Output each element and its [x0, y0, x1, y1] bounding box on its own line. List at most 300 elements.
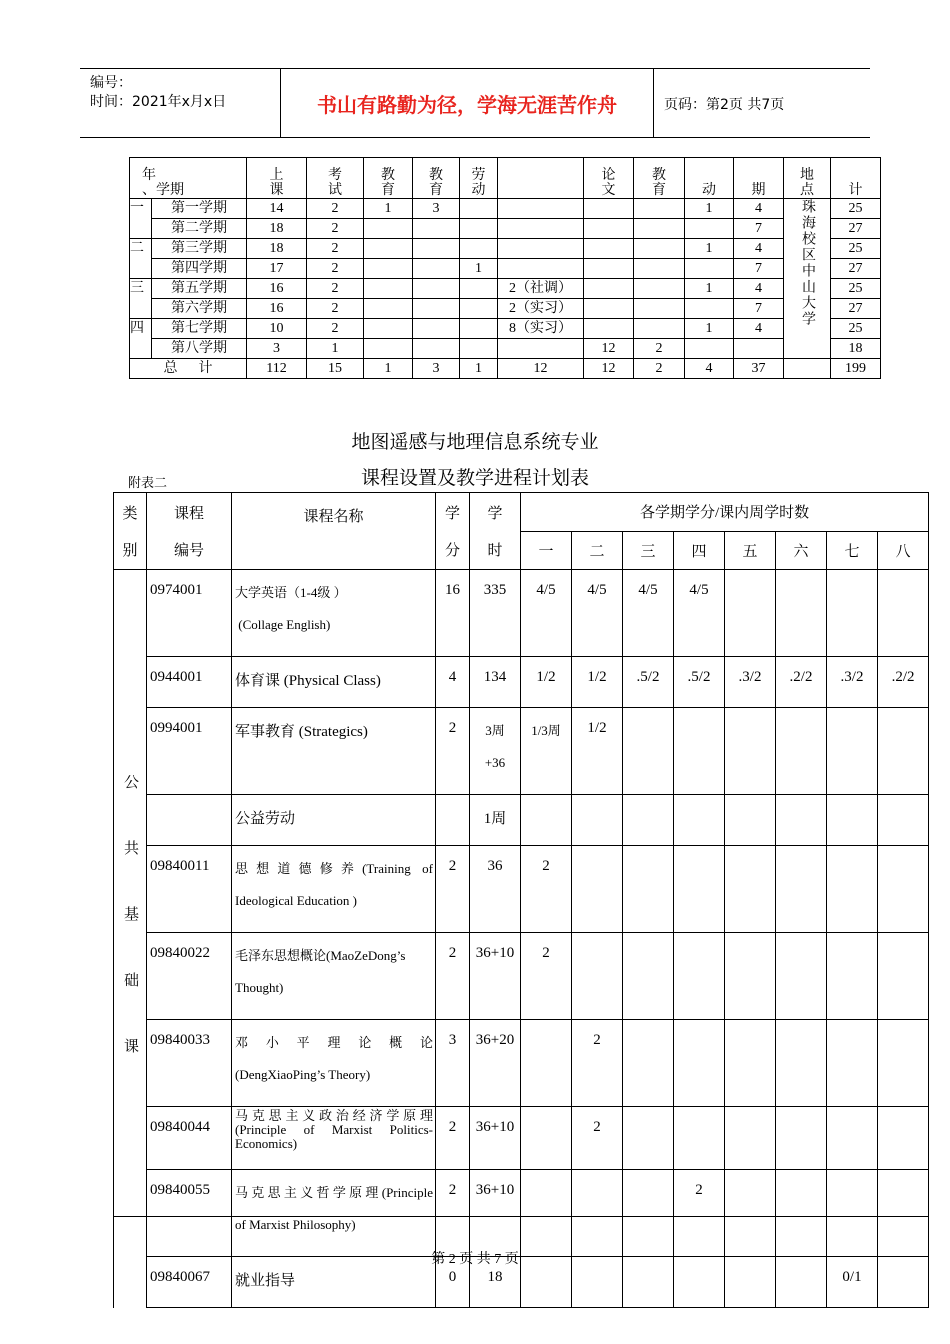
- schedule-row: [130, 219, 881, 239]
- schedule-value-cell: [634, 219, 685, 239]
- course-row: [114, 1107, 929, 1170]
- schedule-value-cell: 2（社调）: [498, 279, 584, 299]
- course-hours: [470, 1107, 521, 1170]
- semester-header: 七: [827, 531, 878, 570]
- header-edu3-text: 教育: [652, 168, 666, 198]
- schedule-value-cell: 1: [685, 279, 734, 299]
- schedule-row: [130, 239, 881, 259]
- header-edu1-text: 教育: [381, 168, 395, 198]
- course-code: 09840067: [147, 1257, 232, 1308]
- schedule-value-cell: [584, 299, 634, 319]
- schedule-header-row: [130, 158, 881, 199]
- course-semester-value: [725, 1170, 776, 1257]
- header-meta: [80, 69, 281, 137]
- schedule-value-cell: [634, 279, 685, 299]
- header-period: 期: [734, 158, 784, 199]
- schedule-value-cell: [460, 219, 498, 239]
- course-credit: 2: [436, 1107, 470, 1170]
- semester-header: 一: [521, 531, 572, 570]
- schedule-total-cell: 25: [831, 199, 881, 219]
- course-semester-value: 1/2: [521, 657, 572, 708]
- schedule-value-cell: [460, 339, 498, 359]
- course-semester-value: [776, 846, 827, 933]
- course-semester-value: [572, 795, 623, 846]
- schedule-total-value: 1: [460, 359, 498, 379]
- schedule-semester-cell: 第七学期: [152, 319, 247, 339]
- course-hours-value: 36: [487, 858, 503, 874]
- schedule-semester-cell: 第八学期: [152, 339, 247, 359]
- course-name: [232, 846, 436, 933]
- header-hours: [470, 493, 521, 570]
- schedule-value-cell: 1: [685, 199, 734, 219]
- course-semester-value: [623, 708, 674, 795]
- course-semester-value: [674, 708, 725, 795]
- course-semester-value: [827, 708, 878, 795]
- schedule-value-cell: 4: [734, 319, 784, 339]
- schedule-value-cell: 3: [413, 199, 460, 219]
- header-category-1: 类: [122, 506, 138, 522]
- course-name-english: (Collage English): [235, 617, 331, 632]
- schedule-value-cell: [634, 259, 685, 279]
- schedule-value-cell: [584, 279, 634, 299]
- course-semester-value: [827, 570, 878, 657]
- course-name: [232, 1020, 436, 1107]
- header-class: [247, 158, 307, 199]
- schedule-row: [130, 259, 881, 279]
- course-row: [114, 933, 929, 1020]
- course-hours: [470, 1170, 521, 1257]
- header-year: 年: [142, 168, 156, 183]
- header-category: [114, 493, 147, 570]
- schedule-value-cell: [498, 259, 584, 279]
- schedule-total-value: 37: [734, 359, 784, 379]
- course-row: [114, 570, 929, 657]
- schedule-value-cell: 2: [634, 339, 685, 359]
- schedule-value-cell: [413, 259, 460, 279]
- course-semester-value: [623, 1020, 674, 1107]
- course-row: [114, 846, 929, 933]
- schedule-value-cell: 14: [247, 199, 307, 219]
- schedule-total-cell: 25: [831, 319, 881, 339]
- schedule-value-cell: [498, 239, 584, 259]
- schedule-year-cell: 四: [130, 319, 152, 339]
- course-semester-value: [776, 570, 827, 657]
- course-name-english: (DengXiaoPing’s Theory): [235, 1067, 371, 1082]
- course-row: [114, 708, 929, 795]
- header-labor-text: 劳动: [471, 168, 486, 198]
- schedule-value-cell: [584, 199, 634, 219]
- schedule-value-cell: 2: [307, 319, 364, 339]
- header-location-text: 地点: [800, 168, 814, 198]
- schedule-year-cell: [130, 259, 152, 279]
- schedule-value-cell: 16: [247, 279, 307, 299]
- course-semester-value: [623, 1107, 674, 1170]
- schedule-value-cell: 4: [734, 239, 784, 259]
- schedule-total-cell: 27: [831, 259, 881, 279]
- course-code: [147, 795, 232, 846]
- course-semester-value: [776, 1020, 827, 1107]
- course-name-english: Ideological Education ): [235, 893, 358, 908]
- course-semester-value: .2/2: [878, 657, 929, 708]
- course-name-line: 思想道德修养(Training of: [235, 861, 433, 876]
- course-name: [232, 933, 436, 1020]
- course-semester-value: [776, 708, 827, 795]
- semester-header: 八: [878, 531, 929, 570]
- course-semester-value: [776, 1107, 827, 1170]
- schedule-value-cell: [634, 199, 685, 219]
- course-credit: 2: [436, 708, 470, 795]
- course-name: [232, 1170, 436, 1257]
- course-semester-value: [572, 1170, 623, 1257]
- schedule-total-value: 3: [413, 359, 460, 379]
- header-code: [147, 493, 232, 570]
- schedule-row: [130, 339, 881, 359]
- course-hours-value: 3周: [485, 723, 505, 738]
- schedule-value-cell: [685, 219, 734, 239]
- course-hours-value: 335: [483, 582, 507, 598]
- schedule-value-cell: 17: [247, 259, 307, 279]
- course-semester-value: 2: [674, 1170, 725, 1257]
- schedule-value-cell: 2（实习）: [498, 299, 584, 319]
- header-semester: 、学期: [142, 183, 184, 198]
- doc-time-label: 时间：2021年x月x日: [90, 94, 227, 110]
- schedule-total-cell: 25: [831, 279, 881, 299]
- course-semester-value: [878, 1107, 929, 1170]
- header-hours-2: 时: [487, 543, 503, 559]
- schedule-value-cell: [685, 339, 734, 359]
- course-semester-value: 1/3周: [521, 708, 572, 795]
- course-row: [114, 1170, 929, 1257]
- course-semester-value: [878, 570, 929, 657]
- schedule-total-value: 1: [364, 359, 413, 379]
- course-semester-value: [878, 1020, 929, 1107]
- course-code: 0994001: [147, 708, 232, 795]
- semester-header: 四: [674, 531, 725, 570]
- course-hours-value: 1周: [483, 811, 507, 827]
- schedule-value-cell: [498, 199, 584, 219]
- course-code: 09840033: [147, 1020, 232, 1107]
- course-code: 09840044: [147, 1107, 232, 1170]
- schedule-value-cell: [634, 319, 685, 339]
- schedule-value-cell: [413, 219, 460, 239]
- schedule-location-cell: [784, 199, 831, 359]
- course-semester-value: [725, 1107, 776, 1170]
- schedule-value-cell: 2: [307, 199, 364, 219]
- schedule-value-cell: [460, 319, 498, 339]
- course-category-cell: [114, 570, 147, 1308]
- course-semester-value: [878, 795, 929, 846]
- course-name: [232, 1107, 436, 1170]
- course-hours-value: 36+10: [475, 1182, 515, 1198]
- course-semester-value: 4/5: [674, 570, 725, 657]
- course-code: 09840055: [147, 1170, 232, 1257]
- schedule-value-cell: 1: [364, 199, 413, 219]
- course-semester-value: .2/2: [776, 657, 827, 708]
- course-credit: 3: [436, 1020, 470, 1107]
- course-name-line: 公益劳动: [235, 811, 296, 827]
- course-semester-value: [878, 708, 929, 795]
- course-credit: 2: [436, 933, 470, 1020]
- course-semester-value: 4/5: [572, 570, 623, 657]
- course-semester-value: [521, 1107, 572, 1170]
- header-hours-1: 学: [487, 506, 503, 522]
- course-semester-value: [827, 1170, 878, 1257]
- course-semester-value: [878, 1170, 929, 1257]
- schedule-row: [130, 299, 881, 319]
- header-location: [784, 158, 831, 199]
- course-semester-value: .3/2: [827, 657, 878, 708]
- course-row: [114, 1020, 929, 1107]
- course-semester-value: [725, 933, 776, 1020]
- course-credit: [436, 795, 470, 846]
- course-hours-value: 134: [483, 669, 507, 685]
- schedule-value-cell: [364, 279, 413, 299]
- course-name-line: 马克思主义政治经济学原理: [235, 1108, 433, 1123]
- schedule-value-cell: [685, 259, 734, 279]
- schedule-total-row: [130, 359, 881, 379]
- course-code: 09840022: [147, 933, 232, 1020]
- schedule-semester-cell: 第一学期: [152, 199, 247, 219]
- schedule-value-cell: 7: [734, 299, 784, 319]
- schedule-semester-cell: 第三学期: [152, 239, 247, 259]
- schedule-value-cell: [364, 259, 413, 279]
- course-semester-value: [623, 933, 674, 1020]
- semester-header: 二: [572, 531, 623, 570]
- course-row: [114, 657, 929, 708]
- course-semester-value: 2: [521, 933, 572, 1020]
- semester-schedule-table: [129, 157, 881, 379]
- schedule-value-cell: [413, 299, 460, 319]
- header-activity: 动: [685, 158, 734, 199]
- schedule-value-cell: [685, 299, 734, 319]
- schedule-semester-cell: 第五学期: [152, 279, 247, 299]
- course-semester-value: .5/2: [674, 657, 725, 708]
- schedule-value-cell: 2: [307, 279, 364, 299]
- schedule-year-cell: 二: [130, 239, 152, 259]
- course-semester-value: [725, 1020, 776, 1107]
- course-semester-value: [674, 846, 725, 933]
- schedule-total-cell: 27: [831, 299, 881, 319]
- course-name-line: 马克思主义哲学原理(Principle: [235, 1185, 433, 1200]
- schedule-value-cell: 10: [247, 319, 307, 339]
- schedule-value-cell: 7: [734, 259, 784, 279]
- schedule-value-cell: 4: [734, 199, 784, 219]
- schedule-total-cell: 18: [831, 339, 881, 359]
- schedule-value-cell: [584, 319, 634, 339]
- header-edu1: [364, 158, 413, 199]
- course-header-row-1: [114, 493, 929, 532]
- schedule-value-cell: 18: [247, 239, 307, 259]
- header-edu2-text: 教育: [429, 168, 443, 198]
- course-semester-value: [623, 795, 674, 846]
- schedule-semester-cell: 第六学期: [152, 299, 247, 319]
- schedule-row: [130, 279, 881, 299]
- schedule-total-value: 112: [247, 359, 307, 379]
- schedule-value-cell: 3: [247, 339, 307, 359]
- course-semester-value: 2: [572, 1020, 623, 1107]
- course-name: [232, 708, 436, 795]
- course-credit: 16: [436, 570, 470, 657]
- schedule-value-cell: [634, 299, 685, 319]
- course-name-english: Thought): [235, 980, 284, 995]
- course-hours-value: 18: [487, 1269, 503, 1285]
- schedule-year-cell: [130, 339, 152, 359]
- header-exam-text: 考试: [328, 168, 342, 198]
- course-semester-value: 2: [572, 1107, 623, 1170]
- schedule-row: [130, 199, 881, 219]
- course-name-english: of Marxist Philosophy): [235, 1217, 356, 1232]
- course-name-line: 体育课 (Physical Class): [235, 673, 381, 689]
- header-code-1: 课程: [173, 506, 204, 522]
- course-semester-value: [674, 1020, 725, 1107]
- schedule-total-value: 2: [634, 359, 685, 379]
- header-thesis: [584, 158, 634, 199]
- schedule-value-cell: [460, 199, 498, 219]
- course-semester-value: [827, 1020, 878, 1107]
- course-hours: [470, 795, 521, 846]
- course-semester-value: [521, 1020, 572, 1107]
- schedule-semester-cell: 第四学期: [152, 259, 247, 279]
- schedule-value-cell: 2: [307, 299, 364, 319]
- course-semester-value: [878, 846, 929, 933]
- header-motto: 书山有路勤为径，学海无涯苦作舟: [281, 69, 654, 137]
- course-name-line: 毛泽东思想概论(MaoZeDong’s: [235, 948, 406, 963]
- course-hours-value: 36+10: [475, 1119, 515, 1135]
- header-credit-2: 分: [444, 543, 460, 559]
- course-hours: [470, 846, 521, 933]
- course-name-english-cont: Economics): [235, 1136, 298, 1151]
- schedule-value-cell: [460, 279, 498, 299]
- course-name-line: 邓小平理论概论: [235, 1035, 433, 1050]
- course-semester-value: [572, 846, 623, 933]
- course-semester-value: [827, 933, 878, 1020]
- header-class-text: 上课: [269, 168, 284, 198]
- course-credit: 2: [436, 1170, 470, 1257]
- schedule-value-cell: [413, 239, 460, 259]
- schedule-value-cell: [584, 219, 634, 239]
- schedule-year-cell: [130, 219, 152, 239]
- header-total: 计: [831, 158, 881, 199]
- header-exam: [307, 158, 364, 199]
- course-hours: [470, 657, 521, 708]
- schedule-value-cell: [460, 239, 498, 259]
- course-semester-value: [827, 795, 878, 846]
- plan-title: 课程设置及教学进程计划表: [360, 467, 589, 489]
- course-semester-value: 1/2: [572, 708, 623, 795]
- schedule-total-cell: 25: [831, 239, 881, 259]
- course-name: [232, 795, 436, 846]
- course-semester-value: [674, 1107, 725, 1170]
- course-hours-value: 36+10: [475, 945, 515, 961]
- course-hours-value: 36+20: [475, 1032, 515, 1048]
- schedule-value-cell: [734, 339, 784, 359]
- semester-header: 五: [725, 531, 776, 570]
- schedule-value-cell: [364, 319, 413, 339]
- header-semester-hours: 各学期学分/课内周学时数: [521, 493, 929, 532]
- course-semester-value: 4/5: [521, 570, 572, 657]
- course-semester-value: [521, 1170, 572, 1257]
- course-semester-value: [725, 795, 776, 846]
- schedule-value-cell: [498, 219, 584, 239]
- schedule-value-cell: [413, 319, 460, 339]
- schedule-total-cell: 27: [831, 219, 881, 239]
- schedule-value-cell: [498, 339, 584, 359]
- year-semester-header: [130, 158, 247, 199]
- header-edu2: [413, 158, 460, 199]
- schedule-total-value: 12: [584, 359, 634, 379]
- course-semester-value: [878, 933, 929, 1020]
- course-hours: [470, 708, 521, 795]
- course-semester-value: [674, 933, 725, 1020]
- course-semester-value: .3/2: [725, 657, 776, 708]
- header-course-name: 课程名称: [232, 493, 436, 570]
- schedule-value-cell: [460, 299, 498, 319]
- header-blank: [498, 158, 584, 199]
- appendix-label: 附表二: [128, 475, 168, 490]
- course-name: [232, 657, 436, 708]
- major-title: 地图遥感与地理信息系统专业: [351, 431, 599, 453]
- schedule-total-label: 总 计: [130, 359, 247, 379]
- schedule-value-cell: [364, 219, 413, 239]
- course-name-line: 大学英语（1-4级 ）: [235, 585, 347, 600]
- course-semester-value: [674, 795, 725, 846]
- schedule-value-cell: 18: [247, 219, 307, 239]
- course-hours: [470, 570, 521, 657]
- header-credit: [436, 493, 470, 570]
- course-name-line: 军事教育 (Strategics): [235, 724, 368, 740]
- course-semester-value: [623, 846, 674, 933]
- course-semester-value: [827, 846, 878, 933]
- schedule-value-cell: 16: [247, 299, 307, 319]
- semester-header: 三: [623, 531, 674, 570]
- schedule-value-cell: 1: [685, 319, 734, 339]
- schedule-total-value: 4: [685, 359, 734, 379]
- course-name-english: (Principle of Marxist Politics-: [235, 1122, 433, 1137]
- course-credit: 0: [436, 1257, 470, 1308]
- page-indicator: 页码：第2页 共7页: [664, 97, 785, 113]
- course-semester-value: [776, 933, 827, 1020]
- schedule-total-value: [784, 359, 831, 379]
- schedule-value-cell: 8（实习）: [498, 319, 584, 339]
- course-semester-value: [725, 570, 776, 657]
- location-campus: 珠海校区: [800, 199, 815, 263]
- course-credit: 4: [436, 657, 470, 708]
- course-hours: [470, 933, 521, 1020]
- header-thesis-text: 论文: [601, 168, 616, 198]
- course-row: [114, 795, 929, 846]
- course-hours-extra: +36: [484, 755, 506, 770]
- course-category-text: 公共基础课: [122, 773, 138, 1104]
- course-semester-value: [776, 795, 827, 846]
- schedule-value-cell: [364, 239, 413, 259]
- course-semester-value: [725, 708, 776, 795]
- schedule-value-cell: 12: [584, 339, 634, 359]
- location-university: 中山大学: [800, 263, 815, 327]
- page-footer: 第 2 页 共 7 页: [431, 1252, 519, 1267]
- schedule-value-cell: 7: [734, 219, 784, 239]
- header-edu3: [634, 158, 685, 199]
- course-name: [232, 570, 436, 657]
- schedule-value-cell: 2: [307, 219, 364, 239]
- schedule-value-cell: [584, 259, 634, 279]
- schedule-total-value: 199: [831, 359, 881, 379]
- schedule-value-cell: 1: [685, 239, 734, 259]
- schedule-semester-cell: 第二学期: [152, 219, 247, 239]
- course-semester-value: [572, 933, 623, 1020]
- schedule-year-cell: 三: [130, 279, 152, 299]
- schedule-value-cell: [413, 279, 460, 299]
- schedule-value-cell: 2: [307, 259, 364, 279]
